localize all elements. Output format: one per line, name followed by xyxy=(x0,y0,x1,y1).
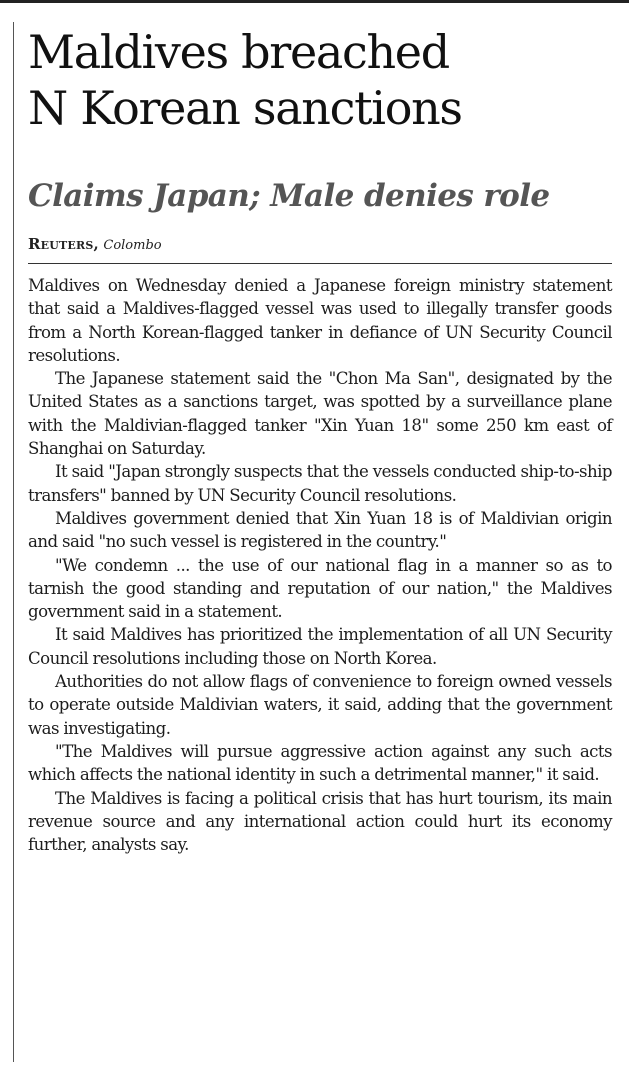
byline-location: Colombo xyxy=(103,238,162,253)
paragraph: The Maldives is facing a political crisis that has hurt tourism, its main revenue source and any international action could hurt its economy further, analysts say. xyxy=(28,788,612,855)
paragraph: The Japanese statement said the "Chon Ma San", designated by the United States as a sanctions target, was spotted by a surveillance plane with the Maldivian-flagged tanker "Xin Yuan 18" some 250 km east of Shanghai on Saturday. xyxy=(28,369,612,459)
paragraph: It said Maldives has prioritized the implementation of all UN Security Council resolutions including those on North Korea. xyxy=(28,625,612,668)
paragraph: It said "Japan strongly suspects that the vessels conducted ship-to-ship transfers" banned by UN Security Council resolutions. xyxy=(28,462,612,505)
headline-line-1: Maldives breached xyxy=(28,25,449,79)
byline-agency: Reuters, xyxy=(28,235,99,253)
byline xyxy=(28,234,162,256)
top-border-rule xyxy=(0,0,629,3)
article-body xyxy=(28,274,612,856)
paragraph: "The Maldives will pursue aggressive action against any such acts which affects the national identity in such a detrimental manner," it said. xyxy=(28,741,612,785)
paragraph: Maldives on Wednesday denied a Japanese foreign ministry statement that said a Maldives-flagged vessel was used to illegally transfer goods from a North Korean-flagged tanker in defiance of UN Security Council resolutions. xyxy=(28,276,612,365)
column-divider-rule xyxy=(13,22,14,1062)
byline-rule xyxy=(28,263,612,264)
headline xyxy=(28,24,628,136)
subheadline: Claims Japan; Male denies role xyxy=(28,178,550,214)
paragraph: Maldives government denied that Xin Yuan 18 is of Maldivian origin and said "no such vessel is registered in the country." xyxy=(28,508,612,552)
paragraph: "We condemn ... the use of our national flag in a manner so as to tarnish the good standing and reputation of our nation," the Maldives government said in a statement. xyxy=(28,555,612,622)
headline-line-2: N Korean sanctions xyxy=(28,81,462,135)
paragraph: Authorities do not allow flags of convenience to foreign owned vessels to operate outside Maldivian waters, it said, adding that the government was investigating. xyxy=(28,672,612,738)
